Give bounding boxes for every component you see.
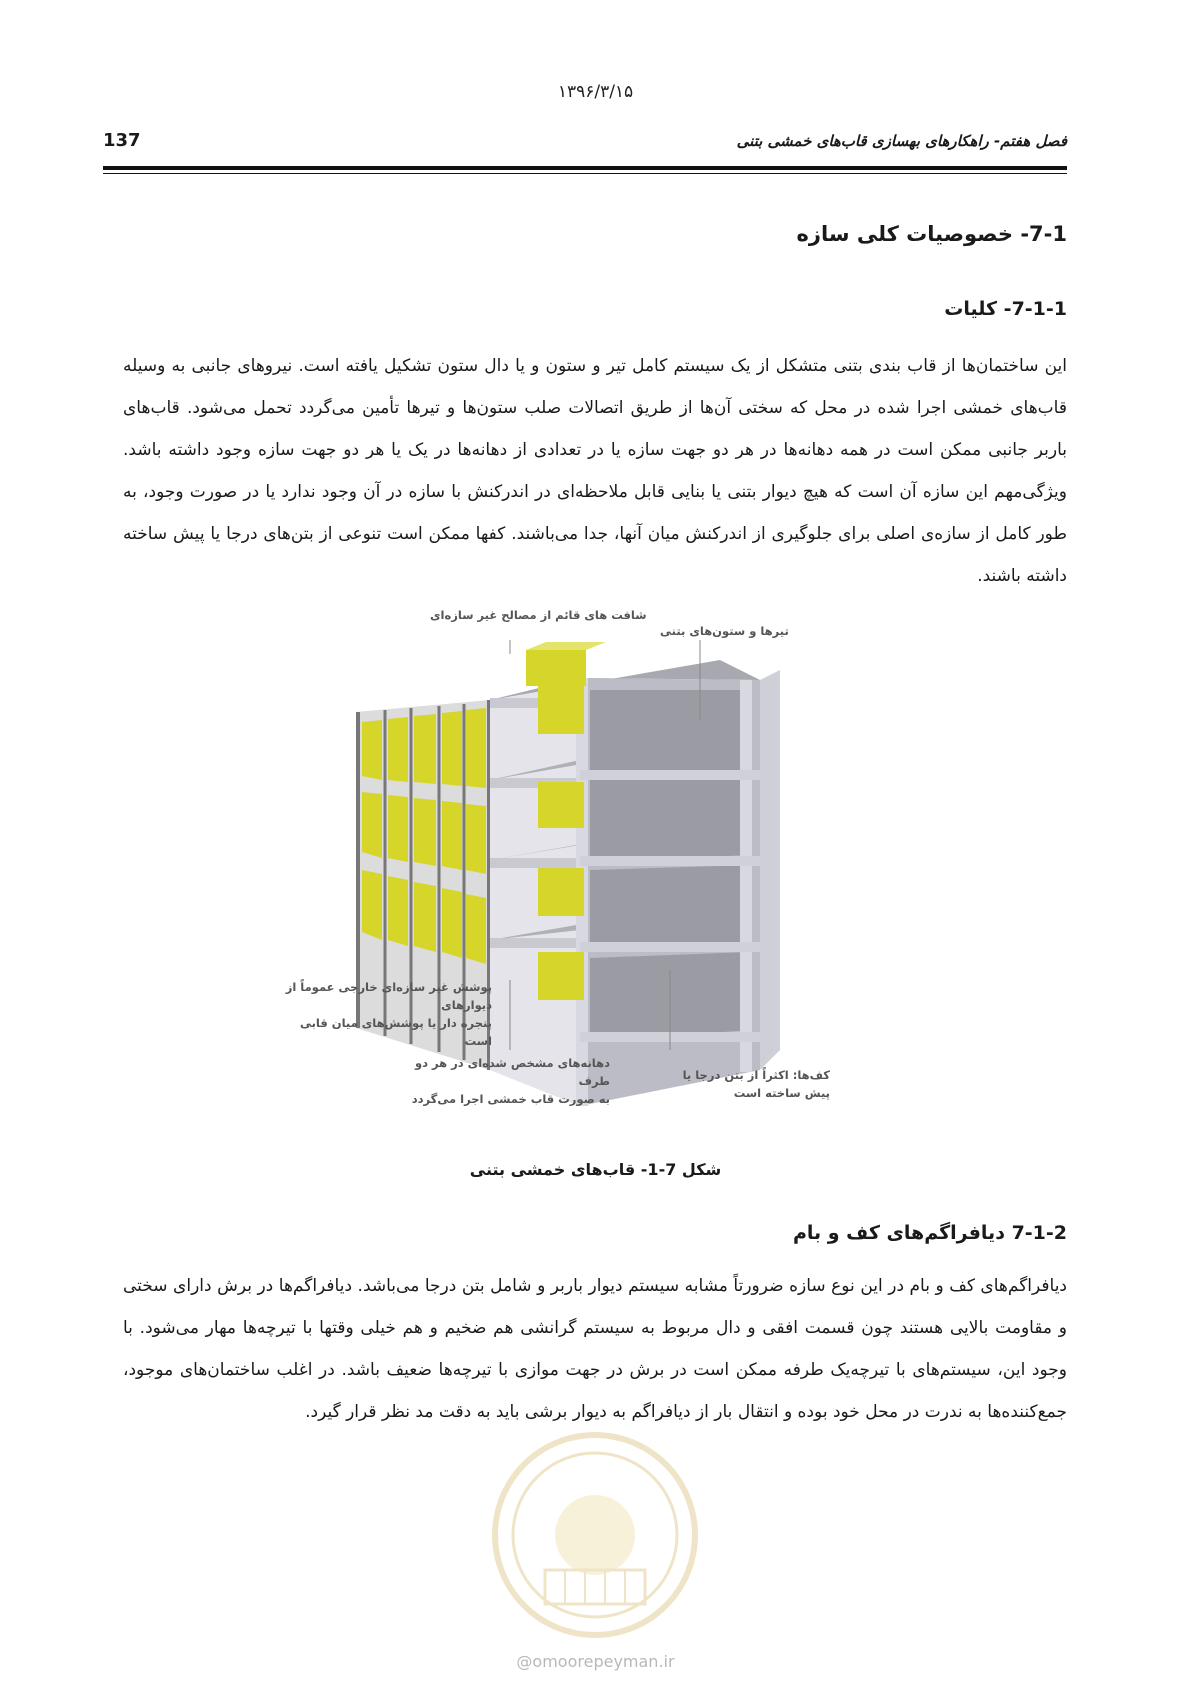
general-paragraph: این ساختمان‌ها از قاب بندی بتنی متشکل از یک سیستم کامل تیر و ستون و یا دال ستون تشکیل یافته است. نیروهای جانبی به وسیله قاب‌های خمشی اجرا شده در محل که سختی آن‌ها از طریق اتصالات صلب ستون‌ها و تیرها تأمین می‌گردد تحمل می‌شود. قاب‌های باربر جانبی ممکن است در همه دهانه‌ها در هر دو جهت سازه یا در تعدادی از دهانه‌ها در یک یا هر دو جهت سازه وجود داشته باشد. ویژگی‌مهم این سازه آن است که هیچ دیوار بتنی یا بنایی قابل ملاحظه‌ای در اندرکنش با سازه در آن وجود ندارد یا در صورت وجود، به طور کامل از سازه‌ی اصلی برای جلوگیری از اندرکنش میان آنها، جدا می‌باشند. کفها ممکن است تنوعی از بتن‌های درجا یا پیش ساخته داشته باشند. [123, 356, 1067, 586]
callout-bays [400, 1054, 610, 1108]
header-rule [103, 166, 1067, 170]
page-header [103, 126, 1067, 162]
callout-cladding-line1: پوشش غیر سازه‌ای خارجی عموماً از دیوارهای [285, 980, 492, 1012]
header-rule-thin [103, 173, 1067, 174]
watermark-site: @omoorepeyman.ir [516, 1652, 675, 1671]
chapter-title: فصل هفتم- راهکارهای بهسازی قاب‌های خمشی بتنی [736, 132, 1067, 150]
building-figure [285, 608, 910, 1130]
callout-bays-line1: دهانه‌های مشخص شده‌ای در هر دو طرف [414, 1056, 610, 1088]
subsection-heading-general: 7-1-1- کلیات [944, 298, 1067, 320]
section-heading: 7-1- خصوصیات کلی سازه [796, 222, 1067, 246]
watermark-seal [490, 1430, 700, 1640]
figure-caption: شکل 7-1- قاب‌های خمشی بتنی [469, 1160, 722, 1179]
callout-shaft: شافت های قائم از مصالح غیر سازه‌ای [430, 608, 647, 622]
callout-beams: تیرها و ستون‌های بتنی [660, 624, 789, 638]
callout-floors [670, 1066, 830, 1102]
page-number: 137 [103, 130, 141, 151]
concrete-frame-front [490, 660, 760, 1106]
subsection-heading-diaphragms: 7-1-2 دیافراگم‌های کف و بام [792, 1222, 1067, 1244]
callout-floors-line1: کف‌ها: اکثراً از بتن درجا یا [682, 1068, 830, 1082]
callout-cladding [272, 978, 492, 1050]
callout-floors-line2: پیش ساخته است [733, 1086, 830, 1100]
diaphragm-paragraph: دیافراگم‌های کف و بام در این نوع سازه ضرورتاً مشابه سیستم دیوار باربر و شامل بتن درجا می‌باشد. دیافراگم‌ها در برش دارای سختی و مقاومت بالایی هستند چون قسمت افقی و دال مربوط به سیستم گرانشی هم ضخیم و هم خیلی وقتها با تیرچه‌ها مهار می‌شود. با وجود این، سیستم‌های با تیرچه‌یک طرفه ممکن است در برش در جهت موازی با تیرچه‌ها ضعیف باشد. در اغلب ساختمان‌های موجود، جمع‌کننده‌ها به ندرت در محل خود بوده و انتقال بار از دیافراگم به دیوار برشی باید به دقت مد نظر قرار گیرد. [123, 1276, 1067, 1422]
callout-cladding-line2: پنجره دار یا پوشش‌های میان قابی است [299, 1016, 492, 1048]
page-date: ۱۳۹۶/۳/۱۵ [557, 82, 634, 102]
callout-bays-line2: به صورت قاب خمشی اجرا می‌گردد [411, 1092, 610, 1106]
